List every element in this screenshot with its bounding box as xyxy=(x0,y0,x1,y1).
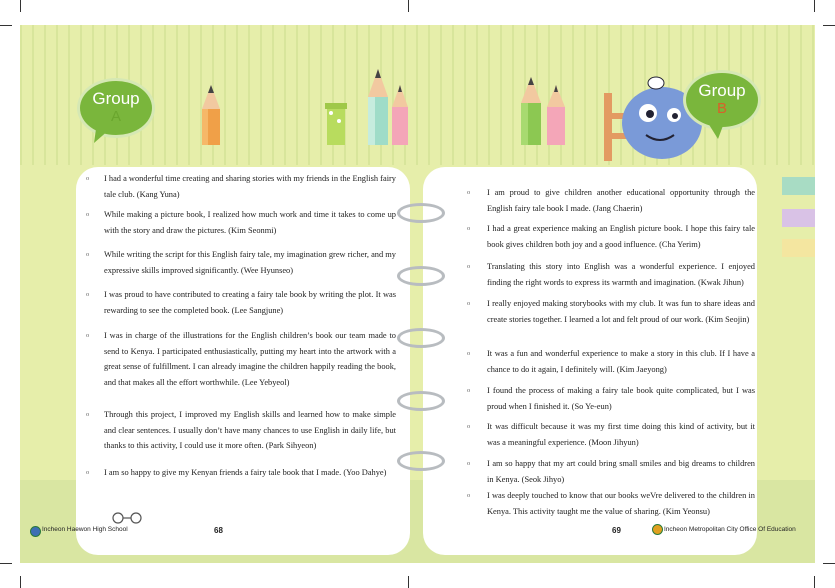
bullet: o xyxy=(86,291,90,298)
binder-ring-icon xyxy=(397,266,445,286)
bullet: o xyxy=(467,387,471,394)
entry-text: I found the process of making a fairy tale book quite complicated, but I was proud when I finished it. (So Ye-eun) xyxy=(487,386,755,411)
entry-text: I am so happy to give my Kenyan friends a fairy tale book that I made. (Yoo Dahye) xyxy=(104,468,387,477)
entry-text: I was deeply touched to know that our books weVre delivered to the children in Kenya. This activity taught me the value of sharing. (Kim Yeonsu) xyxy=(487,491,755,516)
office-logo-icon xyxy=(652,524,663,535)
bullet: o xyxy=(86,411,90,418)
entry-text: I am so happy that my art could bring small smiles and big dreams to children in Kenya. (Seok Jihyo) xyxy=(487,459,755,484)
group-a-bubble xyxy=(77,78,155,138)
footer-school-name: Incheon Haewon High School xyxy=(42,526,128,533)
crop-mark xyxy=(0,563,12,564)
pencil-icon xyxy=(390,85,410,145)
glasses-icon xyxy=(108,511,148,525)
entry-text: I really enjoyed making storybooks with my club. It was fun to share ideas and create stories together. I learned a lot and felt proud of our work. (Kim Seojin) xyxy=(487,299,755,324)
bullet: o xyxy=(86,469,90,476)
crop-mark xyxy=(20,576,21,588)
bullet: o xyxy=(86,332,90,339)
right-page xyxy=(423,167,757,555)
crop-mark xyxy=(823,563,835,564)
entry-text: While writing the script for this English fairy tale, my imagination grew richer, and my expressive skills improved significantly. (Wee Hyunseo) xyxy=(104,250,396,275)
crop-mark xyxy=(814,0,815,12)
crop-mark xyxy=(408,576,409,588)
color-tab xyxy=(782,177,815,195)
entry-text: I had a wonderful time creating and sharing stories with my friends in the English fairy tale club. (Kang Yuna) xyxy=(104,174,396,199)
entry-text: I am proud to give children another educational opportunity through the English fairy tale book I made. (Jang Chaerin) xyxy=(487,188,755,213)
group-a-label: Group xyxy=(92,89,140,108)
page-number-right: 69 xyxy=(612,526,621,535)
group-b-label: Group xyxy=(698,81,746,100)
footer-office-name: Incheon Metropolitan City Office Of Education xyxy=(664,526,796,533)
entry-text: Translating this story into English was a wonderful experience. I enjoyed finding the right words to express its warmth and imagination. (Kwak Jihun) xyxy=(487,262,755,287)
group-b-bubble xyxy=(683,70,761,130)
bullet: o xyxy=(467,460,471,467)
binder-ring-icon xyxy=(397,451,445,471)
pencil-icon xyxy=(364,69,392,145)
bubble-tail-icon xyxy=(706,123,726,139)
binder-ring-icon xyxy=(397,391,445,411)
entry-text: Through this project, I improved my English skills and learned how to make simple and clear sentences. I usually don’t have many chances to use English in daily life, but thanks to this activity, I could use it more often. (Park Sihyeon) xyxy=(104,410,396,450)
bullet: o xyxy=(467,225,471,232)
bullet: o xyxy=(86,251,90,258)
bullet: o xyxy=(467,423,471,430)
pencil-icon xyxy=(517,77,545,145)
bullet: o xyxy=(467,300,471,307)
bullet: o xyxy=(467,492,471,499)
page-number-left: 68 xyxy=(214,526,223,535)
entry-text: It was a fun and wonderful experience to make a story in this club. If I have a chance to do it again, I definitely will. (Kim Jaeyong) xyxy=(487,349,755,374)
binder-ring-icon xyxy=(397,328,445,348)
bullet: o xyxy=(467,189,471,196)
crop-mark xyxy=(20,0,21,12)
bullet: o xyxy=(467,350,471,357)
pencil-icon xyxy=(198,85,224,145)
color-tab xyxy=(782,239,815,257)
group-b-letter: B xyxy=(716,100,727,117)
pencil-icon xyxy=(323,103,349,145)
left-page xyxy=(76,167,410,555)
crop-mark xyxy=(814,576,815,588)
crop-mark xyxy=(408,0,409,12)
entry-text: I had a great experience making an English picture book. I hope this fairy tale book gives children both joy and a good influence. (Cha Yerim) xyxy=(487,224,755,249)
pencil-icon xyxy=(544,85,568,145)
bullet: o xyxy=(467,263,471,270)
bullet: o xyxy=(86,175,90,182)
entry-text: I was proud to have contributed to creating a fairy tale book by writing the plot. It was rewarding to see the completed book. (Lee Sangjune) xyxy=(104,290,396,315)
crop-mark xyxy=(0,25,12,26)
book-spread xyxy=(20,25,815,563)
entry-text: It was difficult because it was my first time doing this kind of activity, but it was a meaningful experience. (Moon Jihyun) xyxy=(487,422,755,447)
crop-mark xyxy=(823,25,835,26)
school-logo-icon xyxy=(30,526,41,537)
entry-text: While making a picture book, I realized how much work and time it takes to come up with the story and draw the pictures. (Kim Seonmi) xyxy=(104,210,396,235)
bullet: o xyxy=(86,211,90,218)
group-a-letter: A xyxy=(110,108,121,125)
color-tab xyxy=(782,209,815,227)
bubble-tail-icon xyxy=(94,129,112,143)
entry-text: I was in charge of the illustrations for the English children’s book our team made to send to Kenya. I participated enthusiastically, putting my heart into the artwork with a great sense of fulfillment. I can already imagine the children happily reading the book, and that makes all the effort worthwhile. (Lee Yebyeol) xyxy=(104,331,396,387)
binder-ring-icon xyxy=(397,203,445,223)
